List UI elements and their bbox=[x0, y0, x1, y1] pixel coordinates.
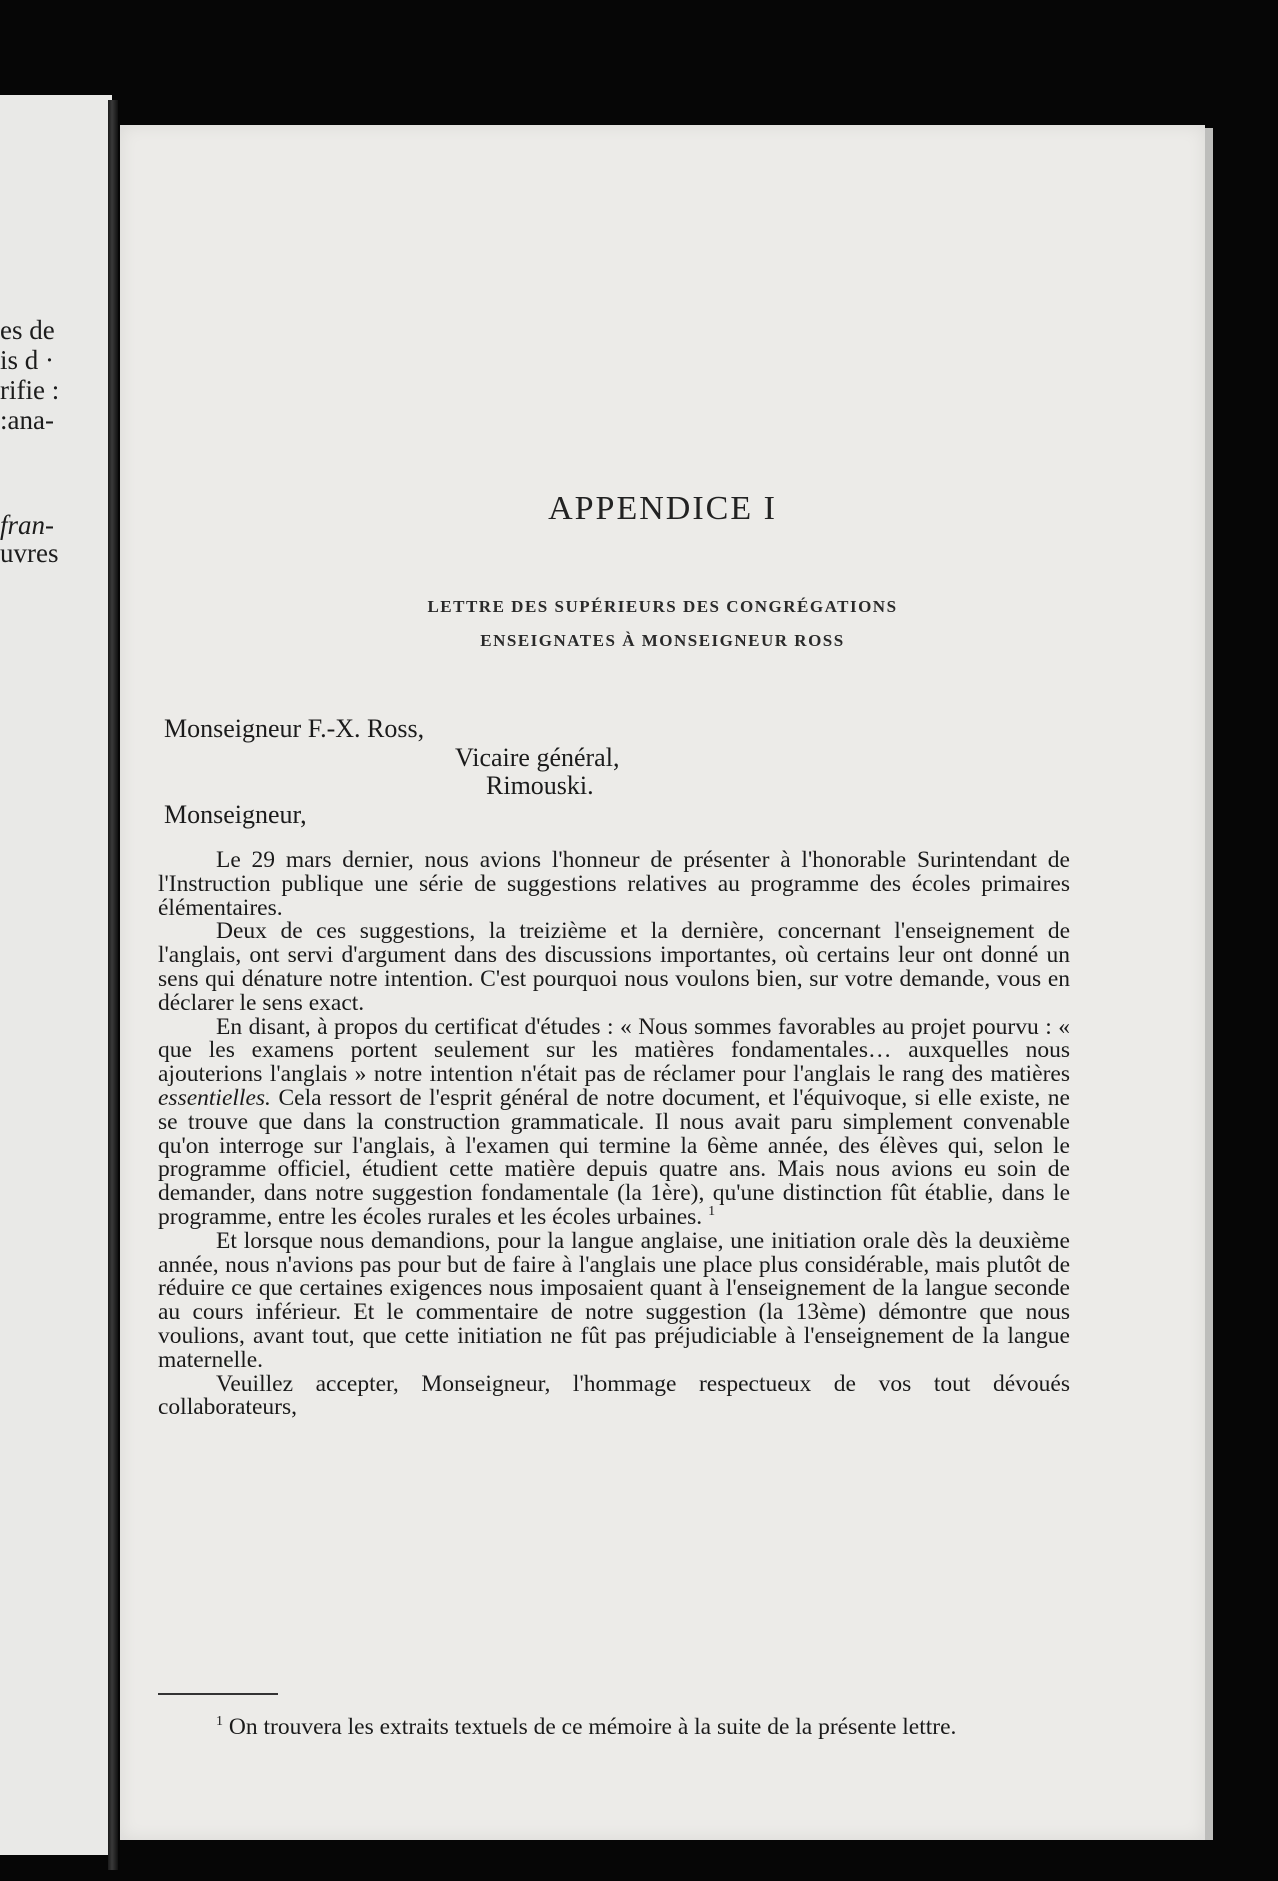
appendix-page bbox=[120, 125, 1205, 1840]
emphasized-word: essentielles. bbox=[158, 1084, 271, 1111]
paragraph-text: Cela ressort de l'esprit général de notre document, et l'équivoque, si elle existe, ne se trouve que dans la construction grammaticale. Il nous avait paru simplement convenable qu'on interroge sur l'anglais, à l'examen qui termine la 6ème année, des élèves qui, selon le programme officiel, étudient cette matière depuis quatre ans. Mais nous avions eu soin de demander, dans notre suggestion fondamentale (la 1ère), qu'une distinction fût établie, dans le programme, entre les écoles rurales et les écoles urbaines. bbox=[158, 1084, 1070, 1230]
footnote-text: On trouvera les extraits textuels de ce mémoire à la suite de la présente lettre. bbox=[223, 1714, 957, 1740]
footnote-reference: 1 bbox=[708, 1203, 716, 1219]
footnote-marker: 1 bbox=[216, 1714, 223, 1729]
page-title: APPENDICE I bbox=[548, 490, 777, 527]
book-spine bbox=[108, 100, 118, 1870]
letter-heading-line-1: LETTRE DES SUPÉRIEURS DES CONGRÉGATIONS bbox=[427, 597, 898, 616]
left-page-line: is d · bbox=[0, 345, 54, 375]
left-page-fragment bbox=[0, 95, 112, 1855]
addressee-title: Vicaire général, bbox=[455, 743, 620, 772]
left-page-line: fran- bbox=[0, 510, 54, 540]
addressee-name: Monseigneur F.-X. Ross, bbox=[164, 714, 425, 743]
footnote bbox=[158, 1715, 1068, 1740]
letter-paragraph: Veuillez accepter, Monseigneur, l'hommage respectueux de vos tout dévoués collaborateurs, bbox=[158, 1370, 1070, 1421]
letter-paragraph bbox=[158, 1013, 1070, 1230]
salutation: Monseigneur, bbox=[164, 800, 307, 829]
letter-heading-line-2: ENSEIGNATES À MONSEIGNEUR ROSS bbox=[480, 631, 845, 650]
left-page-line: es de bbox=[0, 315, 55, 345]
letter-paragraph: Et lorsque nous demandions, pour la langue anglaise, une initiation orale dès la deuxième année, nous n'avions pas pour but de faire à l'anglais une place plus considérable, mais plutôt de réduire ce que certaines exigences nous imposaient quant à l'enseignement de la langue seconde au cours inférieur. Et le commentaire de notre suggestion (la 13ème) démontre que nous voulions, avant tout, que cette initiation ne fût pas préjudiciable à l'enseignement de la langue maternelle. bbox=[158, 1227, 1070, 1373]
left-page-line: :ana- bbox=[0, 405, 54, 435]
page-edge bbox=[1205, 128, 1213, 1840]
letter-body bbox=[158, 849, 1070, 1420]
left-page-line: rifie : bbox=[0, 375, 60, 405]
paragraph-text: En disant, à propos du certificat d'études : « Nous sommes favorables au projet pourvu : « que les examens portent seulement sur les matières fondamentales… auxquelles nous ajouterions l'anglais » notre intention n'était pas de réclamer pour l'anglais le rang des matières bbox=[158, 1013, 1070, 1088]
letter-paragraph: Le 29 mars dernier, nous avions l'honneur de présenter à l'honorable Surintendant de l'Instruction publique une série de suggestions relatives au programme des écoles primaires élémentaires. bbox=[158, 847, 1070, 921]
addressee-city: Rimouski. bbox=[486, 771, 594, 800]
left-page-line: uvres bbox=[0, 538, 59, 568]
footnote-separator bbox=[158, 1693, 278, 1695]
letter-paragraph: Deux de ces suggestions, la treizième et la dernière, concernant l'enseignement de l'anglais, ont servi d'argument dans des discussions importantes, où certains leur ont donné un sens qui dénature notre intention. C'est pourquoi nous voulons bien, sur votre demande, vous en déclarer le sens exact. bbox=[158, 918, 1070, 1016]
